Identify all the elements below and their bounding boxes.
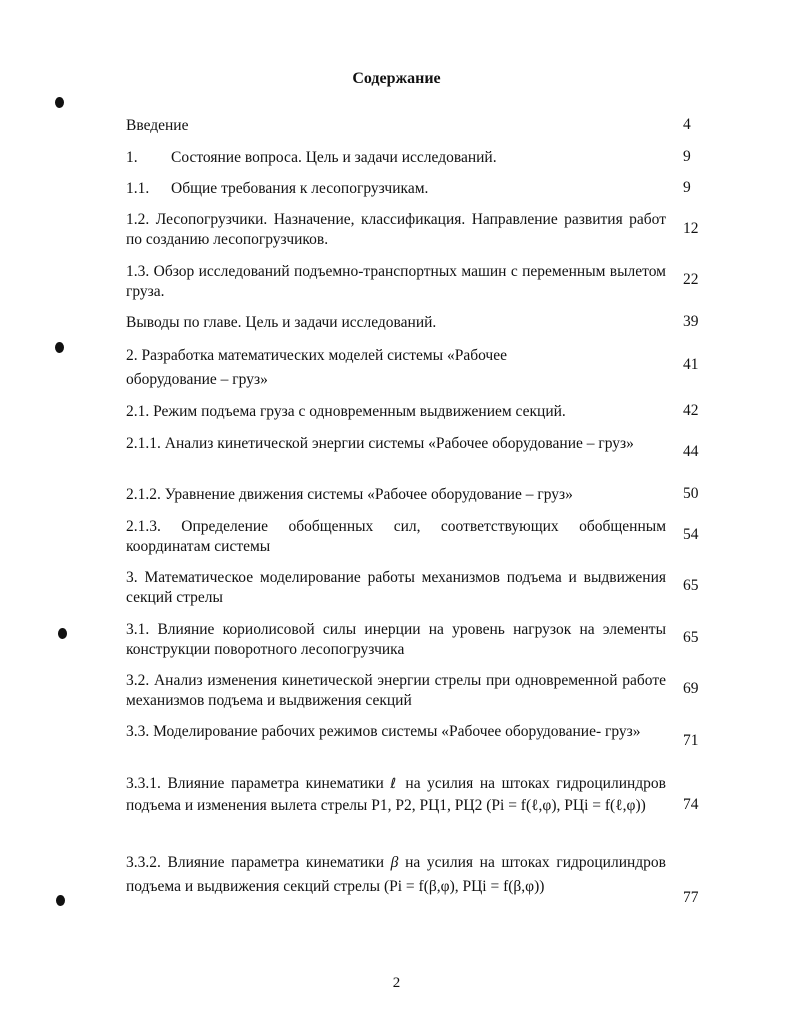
toc-entry bbox=[126, 671, 666, 711]
toc-page-number: 74 bbox=[683, 796, 699, 813]
toc-page-number: 9 bbox=[683, 148, 691, 165]
toc-entry bbox=[126, 179, 666, 199]
toc-page-number: 69 bbox=[683, 680, 699, 697]
kinematics-parameter-symbol: ℓ bbox=[390, 776, 399, 792]
toc-entry bbox=[126, 210, 666, 250]
toc-entry-text: 3.3. Моделирование рабочих режимов системы «Рабочее оборудование- груз» bbox=[126, 723, 641, 740]
toc-entry bbox=[126, 851, 666, 899]
toc-entry-text: 2.1.1. Анализ кинетической энергии системы «Рабочее оборудование – груз» bbox=[126, 435, 634, 452]
toc-page-number: 71 bbox=[683, 732, 699, 749]
punch-hole-mark bbox=[55, 342, 64, 353]
toc-entry bbox=[126, 517, 666, 557]
toc-entry bbox=[126, 402, 666, 422]
punch-hole-mark bbox=[55, 97, 64, 108]
toc-entry-text: 2.1.3. Определение обобщенных сил, соответствующих обобщенным координатам системы bbox=[126, 518, 666, 555]
toc-page-number: 77 bbox=[683, 889, 699, 906]
toc-page-number: 65 bbox=[683, 629, 699, 646]
toc-entry-text: Введение bbox=[126, 117, 189, 134]
toc-entry-text: 2.1. Режим подъема груза с одновременным выдвижением секций. bbox=[126, 403, 566, 420]
toc-entry bbox=[126, 262, 666, 302]
toc-entry-text: Состояние вопроса. Цель и задачи исследований. bbox=[171, 149, 497, 166]
toc-page-number: 4 bbox=[683, 116, 691, 133]
toc-page-number: 50 bbox=[683, 485, 699, 502]
toc-page-number: 9 bbox=[683, 179, 691, 196]
toc-entry-text: 2.1.2. Уравнение движения системы «Рабочее оборудование – груз» bbox=[126, 486, 573, 503]
punch-hole-mark bbox=[58, 628, 67, 639]
toc-entry bbox=[126, 620, 666, 660]
page-number-footer: 2 bbox=[392, 975, 401, 991]
toc-entry-text: 1.2. Лесопогрузчики. Назначение, классификация. Направление развития работ по созданию лесопогрузчиков. bbox=[126, 211, 666, 248]
toc-entry bbox=[126, 568, 666, 608]
toc-entry bbox=[126, 485, 666, 505]
toc-entry-text: на усилия на штоках гидроцилиндров подъема и изменения вылета стрелы bbox=[126, 775, 666, 814]
toc-entry bbox=[126, 344, 556, 392]
toc-entry bbox=[126, 773, 666, 816]
toc-page-number: 39 bbox=[683, 313, 699, 330]
toc-entry-text: 3.3.2. Влияние параметра кинематики bbox=[126, 854, 384, 871]
toc-entry-text: 2. Разработка математических моделей системы «Рабочее оборудование – груз» bbox=[126, 347, 507, 388]
toc-entry-text: 3. Математическое моделирование работы механизмов подъема и выдвижения секций стрелы bbox=[126, 569, 666, 606]
toc-entry-formula: (Pi = f(β,φ), PЦi = f(β,φ)) bbox=[383, 878, 545, 895]
toc-entry-text: 1.3. Обзор исследований подъемно-транспортных машин с переменным вылетом груза. bbox=[126, 263, 666, 300]
toc-entry bbox=[126, 313, 666, 333]
toc-page-number: 42 bbox=[683, 402, 699, 419]
page-title: Содержание bbox=[352, 70, 441, 87]
toc-page-number: 41 bbox=[683, 356, 699, 373]
toc-entry-text: 3.2. Анализ изменения кинетической энергии стрелы при одновременной работе механизмов подъема и выдвижения секций bbox=[126, 672, 666, 709]
toc-page-number: 22 bbox=[683, 271, 699, 288]
toc-entry-text: на усилия на штоках гидроцилиндров подъема и выдвижения секций стрелы bbox=[126, 854, 667, 895]
toc-entry bbox=[126, 722, 666, 742]
toc-page-number: 44 bbox=[683, 443, 699, 460]
toc-page-number: 54 bbox=[683, 526, 699, 543]
punch-hole-mark bbox=[56, 895, 65, 906]
toc-entry-text: 3.3.1. Влияние параметра кинематики bbox=[126, 775, 384, 792]
toc-page-number: 12 bbox=[683, 220, 699, 237]
toc-entry-label: 1. bbox=[126, 149, 138, 166]
toc-entry-formula: P1, P2, PЦ1, PЦ2 (Pi = f(ℓ,φ), PЦi = f(ℓ,φ)) bbox=[371, 797, 646, 814]
toc-entry-label: 1.1. bbox=[126, 180, 150, 197]
toc-page-number: 65 bbox=[683, 577, 699, 594]
toc-entry-text: 3.1. Влияние кориолисовой силы инерции на уровень нагрузок на элементы конструкции поворотного лесопогрузчика bbox=[126, 621, 666, 658]
toc-entry bbox=[126, 116, 666, 136]
toc-entry bbox=[126, 434, 666, 454]
kinematics-parameter-symbol: β bbox=[390, 854, 399, 871]
toc-entry-text: Выводы по главе. Цель и задачи исследований. bbox=[126, 314, 437, 331]
toc-entry bbox=[126, 148, 666, 168]
toc-entry-text: Общие требования к лесопогрузчикам. bbox=[171, 180, 429, 197]
